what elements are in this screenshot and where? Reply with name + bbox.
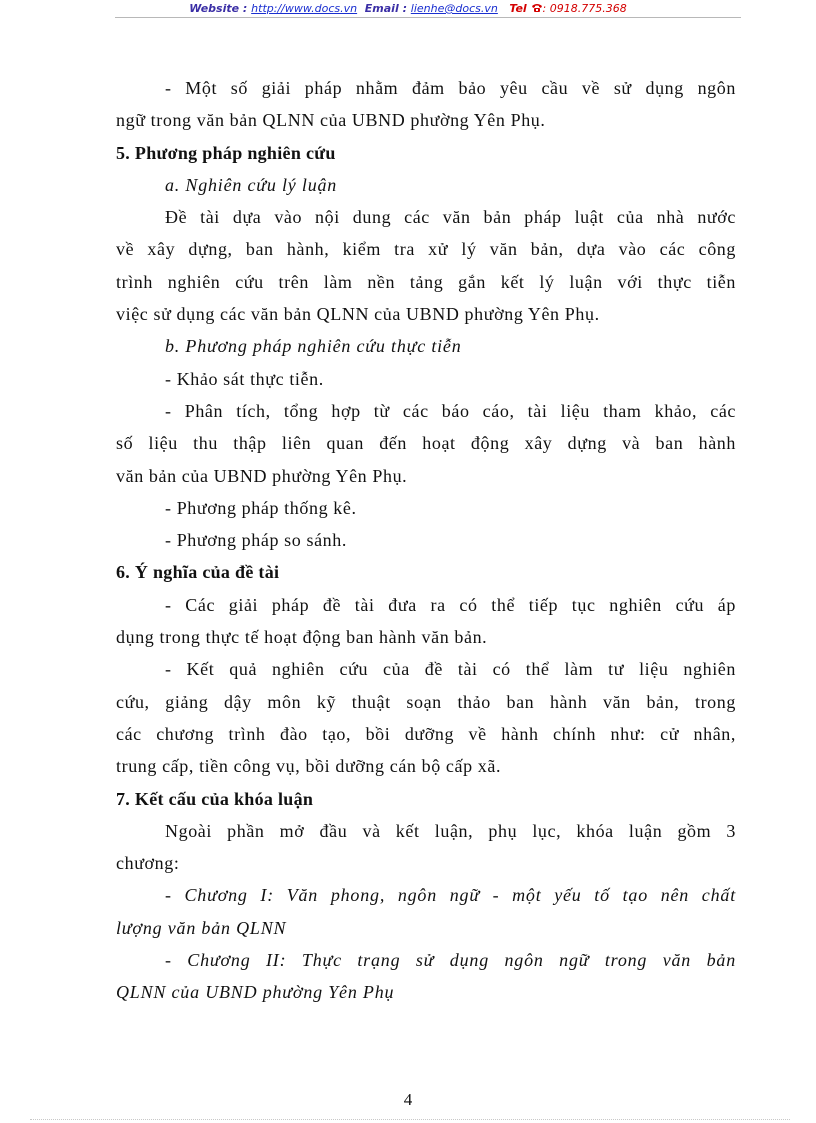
body-line: - Kết quả nghiên cứu của đề tài có thể làm tư liệu nghiên	[165, 659, 736, 680]
body-line: - Khảo sát thực tiễn.	[165, 368, 324, 389]
body-line: dụng trong thực tế hoạt động ban hành văn bản.	[116, 627, 488, 648]
body-line: cứu, giảng dậy môn kỹ thuật soạn thảo ban hành văn bản, trong	[116, 691, 736, 712]
section-heading-7: 7. Kết cấu của khóa luận	[116, 788, 314, 809]
tel-number: : 0918.775.368	[542, 2, 627, 15]
body-line: ngữ trong văn bản QLNN của UBND phường Yên Phụ.	[116, 110, 546, 131]
page-header	[0, 0, 816, 17]
website-link[interactable]: http://www.docs.vn	[251, 2, 358, 15]
body-line: Ngoài phần mở đầu và kết luận, phụ lục, khóa luận gồm 3	[165, 820, 736, 841]
chapter-line: - Chương II: Thực trạng sử dụng ngôn ngữ trong văn bản	[165, 950, 736, 971]
tel-label: Tel	[509, 2, 527, 15]
body-line: - Phương pháp so sánh.	[165, 530, 347, 551]
page-number: 4	[403, 1090, 413, 1109]
chapter-line: QLNN của UBND phường Yên Phụ	[116, 982, 395, 1003]
body-line: - Phân tích, tổng hợp từ các báo cáo, tài liệu tham khảo, các	[165, 400, 736, 421]
body-line: về xây dựng, ban hành, kiểm tra xử lý văn bản, dựa vào các công	[116, 239, 736, 260]
email-link[interactable]: lienhe@docs.vn	[410, 2, 498, 15]
phone-icon	[531, 2, 543, 15]
section-heading-5: 5. Phương pháp nghiên cứu	[116, 142, 336, 163]
website-label: Website	[189, 2, 240, 15]
email-label: Email	[364, 2, 399, 15]
document-body	[116, 72, 736, 1009]
chapter-line: - Chương I: Văn phong, ngôn ngữ - một yếu tố tạo nên chất	[165, 885, 736, 906]
body-line: văn bản của UBND phường Yên Phụ.	[116, 465, 408, 486]
body-line: - Phương pháp thống kê.	[165, 497, 357, 518]
subheading-b: b. Phương pháp nghiên cứu thực tiễn	[165, 336, 462, 357]
body-line: trung cấp, tiền công vụ, bồi dưỡng cán bộ cấp xã.	[116, 756, 502, 777]
website-separator: :	[239, 2, 252, 15]
body-line: trình nghiên cứu trên làm nền tảng gắn kết lý luận với thực tiễn	[116, 271, 736, 292]
body-line: - Một số giải pháp nhằm đảm bảo yêu cầu về sử dụng ngôn	[165, 78, 736, 98]
email-separator: :	[398, 2, 411, 15]
body-line: Đề tài dựa vào nội dung các văn bản pháp luật của nhà nước	[165, 207, 736, 228]
chapter-line: lượng văn bản QLNN	[116, 917, 287, 938]
subheading-a: a. Nghiên cứu lý luận	[165, 174, 338, 195]
body-line: chương:	[116, 853, 180, 874]
footer-divider	[30, 1119, 790, 1120]
header-divider	[115, 17, 741, 18]
body-line: các chương trình đào tạo, bồi dưỡng về hành chính như: cử nhân,	[116, 723, 736, 744]
body-line: số liệu thu thập liên quan đến hoạt động xây dựng và ban hành	[116, 433, 736, 454]
section-heading-6: 6. Ý nghĩa của đề tài	[116, 562, 280, 583]
body-line: - Các giải pháp đề tài đưa ra có thể tiếp tục nghiên cứu áp	[165, 594, 736, 615]
body-line: việc sử dụng các văn bản QLNN của UBND phường Yên Phụ.	[116, 304, 600, 325]
